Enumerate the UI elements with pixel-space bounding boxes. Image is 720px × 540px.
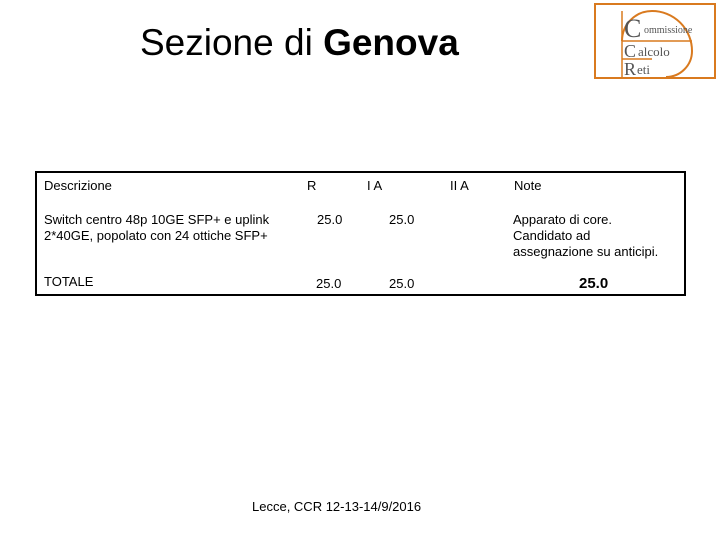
header-r: R	[307, 178, 317, 193]
title-prefix: Sezione di	[140, 22, 313, 63]
total-label: TOTALE	[44, 274, 94, 289]
page-title	[140, 22, 459, 64]
row1-note-line1: Apparato di core.	[513, 212, 613, 227]
row1-ia: 25.0	[389, 212, 415, 227]
total-ia: 25.0	[389, 276, 415, 291]
ccr-logo	[594, 3, 716, 79]
total-r: 25.0	[316, 276, 342, 291]
row1-description-line2: 2*40GE, popolato con 24 ottiche SFP+	[44, 228, 268, 243]
total-sum: 25.0	[579, 275, 609, 292]
svg-text:C: C	[624, 41, 637, 61]
svg-text:C: C	[624, 14, 642, 43]
header-descrizione: Descrizione	[44, 178, 112, 193]
row1-r: 25.0	[317, 212, 343, 227]
row1-note-line3: assegnazione su anticipi.	[513, 244, 659, 259]
header-ia: I A	[367, 178, 383, 193]
svg-text:R: R	[624, 59, 637, 79]
header-iia: II A	[450, 178, 469, 193]
logo-word-2: alcolo	[638, 44, 670, 59]
row1-note-line2: Candidato ad	[513, 228, 591, 243]
header-note: Note	[514, 178, 542, 193]
logo-word-3: eti	[637, 62, 650, 77]
footer-text: Lecce, CCR 12-13-14/9/2016	[252, 499, 422, 514]
row1-description-line1: Switch centro 48p 10GE SFP+ e uplink	[44, 212, 270, 227]
title-city: Genova	[323, 22, 459, 63]
logo-word-1: ommissione	[644, 25, 693, 36]
